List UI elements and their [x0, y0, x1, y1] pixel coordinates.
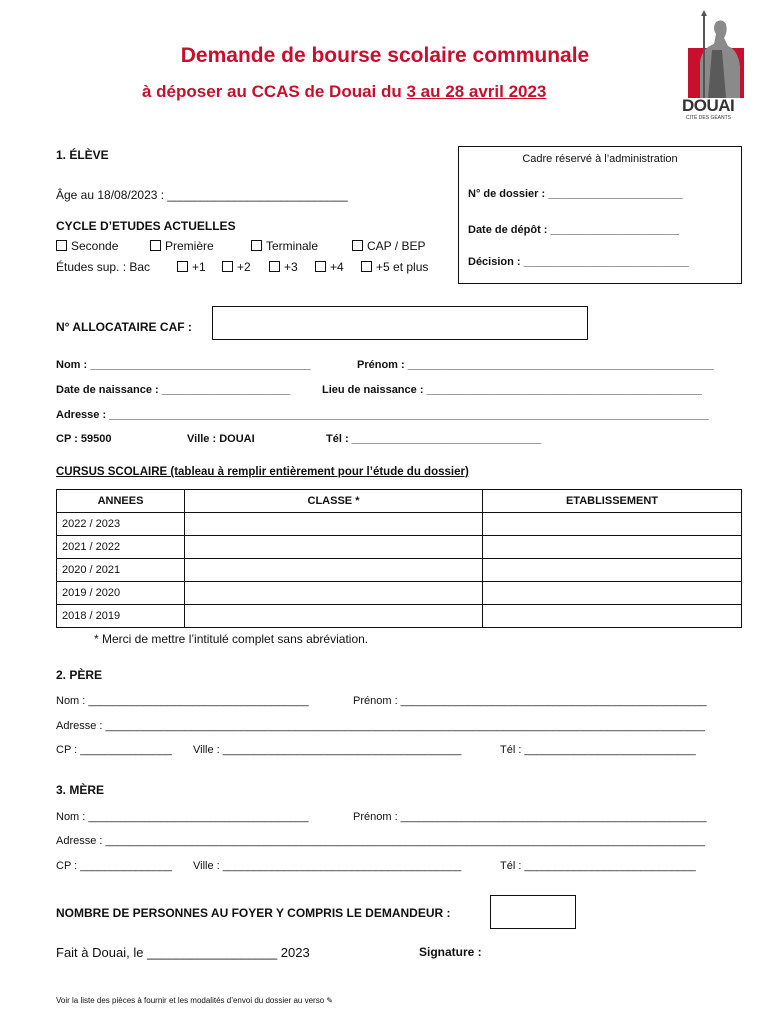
- eleve-tel[interactable]: Tél : _______________________________: [326, 433, 542, 445]
- mere-cp[interactable]: CP : _______________: [56, 860, 173, 872]
- cycle-title: CYCLE D’ETUDES ACTUELLES: [56, 219, 236, 233]
- mere-nom[interactable]: Nom : ____________________________________: [56, 811, 309, 823]
- pere-prenom[interactable]: Prénom : __________________________________________________: [353, 695, 707, 707]
- eleve-prenom[interactable]: Prénom : __________________________________________________: [357, 359, 714, 371]
- page-title: Demande de bourse scolaire communale: [180, 44, 590, 67]
- eleve-adresse[interactable]: Adresse : __________________________________________________________________________________________________: [56, 409, 709, 421]
- bac-option[interactable]: +4: [315, 260, 344, 274]
- header-annees: ANNEES: [57, 490, 185, 513]
- checkbox[interactable]: [315, 261, 326, 272]
- checkbox[interactable]: [150, 240, 161, 251]
- bac-option[interactable]: +5 et plus: [361, 260, 428, 274]
- pere-adresse[interactable]: Adresse : __________________________________________________________________________________________________: [56, 720, 706, 732]
- page-subtitle: à déposer au CCAS de Douai du 3 au 28 avril 2023: [142, 82, 547, 101]
- admin-title: Cadre réservé à l’administration: [522, 153, 678, 165]
- cycle-option[interactable]: Seconde: [56, 239, 118, 253]
- cycle-option[interactable]: Première: [150, 239, 214, 253]
- bac-option[interactable]: +2: [222, 260, 251, 274]
- etudes-sup-label: Études sup. : Bac: [56, 260, 151, 274]
- mere-adresse[interactable]: Adresse : __________________________________________________________________________________________________: [56, 835, 706, 847]
- subtitle-dates: 3 au 28 avril 2023: [406, 82, 547, 101]
- cursus-title: CURSUS SCOLAIRE (tableau à remplir entièrement pour l’étude du dossier): [56, 466, 469, 478]
- fait-a-douai[interactable]: Fait à Douai, le __________________ 2023: [56, 945, 310, 960]
- bac-option[interactable]: +1: [177, 260, 206, 274]
- checkbox[interactable]: [177, 261, 188, 272]
- checkbox[interactable]: [222, 261, 233, 272]
- mere-prenom[interactable]: Prénom : __________________________________________________: [353, 811, 707, 823]
- eleve-lieu[interactable]: Lieu de naissance : _____________________________________________: [322, 384, 702, 396]
- eleve-naissance[interactable]: Date de naissance : _____________________: [56, 384, 291, 396]
- checkbox[interactable]: [56, 240, 67, 251]
- bac-option[interactable]: +3: [269, 260, 298, 274]
- mere-ville[interactable]: Ville : _______________________________________: [193, 860, 462, 872]
- mere-tel[interactable]: Tél : ____________________________: [500, 860, 696, 872]
- table-row: 2018 / 2019: [57, 605, 742, 628]
- admin-depot: Date de dépôt : _____________________: [468, 224, 679, 236]
- douai-logo: [682, 10, 748, 122]
- table-row: 2019 / 2020: [57, 582, 742, 605]
- admin-decision: Décision : ___________________________: [468, 256, 689, 268]
- cursus-table: [56, 489, 742, 628]
- eleve-cp: CP : 59500: [56, 433, 112, 445]
- pere-tel[interactable]: Tél : ____________________________: [500, 744, 696, 756]
- caf-label: N° ALLOCATAIRE CAF :: [56, 320, 192, 334]
- checkbox[interactable]: [352, 240, 363, 251]
- footer-note: Voir la liste des pièces à fournir et les modalités d’envoi du dossier au verso ✎: [56, 996, 334, 1005]
- table-row: 2020 / 2021: [57, 559, 742, 582]
- header-classe: CLASSE *: [185, 490, 483, 513]
- pere-cp[interactable]: CP : _______________: [56, 744, 173, 756]
- pere-nom[interactable]: Nom : ____________________________________: [56, 695, 309, 707]
- table-row: 2021 / 2022: [57, 536, 742, 559]
- pere-ville[interactable]: Ville : _______________________________________: [193, 744, 462, 756]
- foyer-label: NOMBRE DE PERSONNES AU FOYER Y COMPRIS LE DEMANDEUR :: [56, 906, 451, 920]
- cycle-option[interactable]: Terminale: [251, 239, 318, 253]
- foyer-input[interactable]: [490, 895, 576, 929]
- section-pere: 2. PÈRE: [56, 668, 103, 682]
- eleve-nom[interactable]: Nom : ____________________________________: [56, 359, 311, 371]
- cursus-note: * Merci de mettre l’intitulé complet sans abréviation.: [94, 632, 369, 646]
- logo-text: DOUAI: [682, 96, 735, 115]
- signature-label: Signature :: [419, 945, 482, 959]
- age-field[interactable]: Âge au 18/08/2023 : ___________________________: [56, 188, 348, 202]
- eleve-ville: Ville : DOUAI: [187, 433, 255, 445]
- section-eleve: 1. ÉLÈVE: [56, 148, 109, 162]
- cycle-option[interactable]: CAP / BEP: [352, 239, 425, 253]
- checkbox[interactable]: [361, 261, 372, 272]
- checkbox[interactable]: [251, 240, 262, 251]
- header-etablissement: ETABLISSEMENT: [483, 490, 742, 513]
- logo-tagline: CITÉ DES GÉANTS: [686, 115, 732, 121]
- table-row: 2022 / 2023: [57, 513, 742, 536]
- admin-dossier: N° de dossier : ______________________: [468, 188, 683, 200]
- caf-input[interactable]: [212, 306, 588, 340]
- section-mere: 3. MÈRE: [56, 783, 105, 797]
- checkbox[interactable]: [269, 261, 280, 272]
